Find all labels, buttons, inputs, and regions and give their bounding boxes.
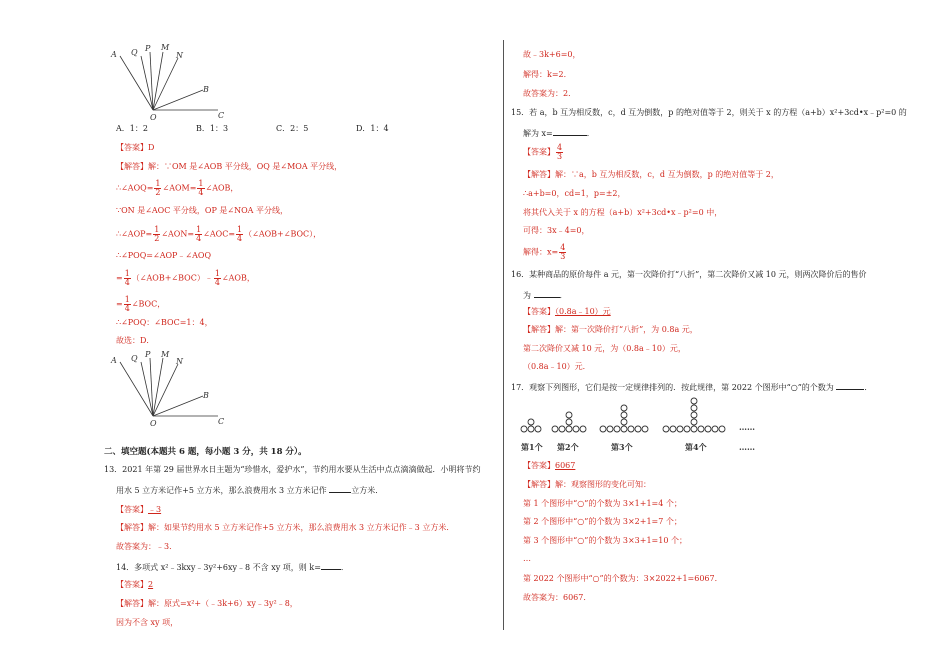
right-column: [505, 0, 950, 672]
fig1-label-p: P: [145, 44, 151, 53]
q17-exp-4: 第 3 个图形中“○”的个数为 3×3+1=10 个；: [523, 536, 687, 545]
q13-line1: 13．2021 年第 29 届世界水日主题为“珍惜水，爱护水”，节约用水要从生活中点点滴滴做起．小明将节约: [104, 465, 481, 474]
fig1-label-b: B: [203, 85, 209, 94]
q16-text: 为: [523, 291, 531, 300]
frac-den: 2: [154, 234, 160, 243]
frac-num: 1: [198, 179, 204, 188]
answer-label: 【答案】: [523, 147, 555, 157]
q17-answer: [523, 461, 575, 471]
exp-head: 【解答】解：: [116, 162, 164, 171]
q16-exp-3: （0.8a﹣10）元．: [523, 362, 591, 371]
pattern-label-4: 第4个: [685, 442, 707, 452]
frac-den: 4: [124, 304, 130, 313]
q16-line2: 为 ．: [523, 291, 568, 300]
q15-text: 解得：x=: [523, 247, 559, 257]
frac-den: 3: [560, 252, 566, 261]
frac-den: 4: [198, 188, 204, 197]
q15-text: 解为 x=: [523, 129, 553, 138]
frac-num: 1: [124, 295, 130, 304]
angle-figure-2: [108, 350, 233, 430]
frac-num: 1: [154, 225, 160, 234]
frac-num: 1: [155, 179, 161, 188]
fraction-one-quarter: [197, 180, 204, 197]
answer-label: 【答案】: [523, 307, 555, 316]
frac-den: 4: [237, 234, 243, 243]
q16-line1: 16．某种商品的原价每件 a 元，第一次降价打“八折”，第二次降价又减 10 元，则两次降价后的售价: [511, 270, 867, 279]
exp-q12-line7: [116, 296, 165, 313]
q16-exp-1: 【解答】解：第一次降价打“八折”，为 0.8a 元，: [523, 325, 698, 334]
q13-final: 故答案为：﹣3．: [116, 542, 178, 551]
exp-text: ∠BOC，: [131, 299, 166, 309]
answer-value: ﹣3: [148, 505, 162, 514]
frac-num: 1: [124, 269, 130, 278]
fraction-one-half: [153, 226, 160, 243]
fig1-label-o: O: [150, 113, 157, 122]
q17-exp-5: …: [523, 554, 531, 563]
pattern-ellipsis-top: ……: [739, 422, 755, 432]
q15-line1: 15．若 a，b 互为相反数，c，d 互为倒数，p 的绝对值等于 2，则关于 x 的方程（a+b）x²+3cd•x﹣p²=0 的: [511, 108, 907, 117]
q13-text: 立方米．: [351, 486, 384, 495]
fig1-label-n: N: [176, 51, 183, 60]
q13-answer: [116, 505, 161, 515]
frac-num: 1: [196, 225, 202, 234]
q15-blank: [553, 127, 587, 136]
frac-den: 2: [155, 188, 161, 197]
fig1-label-m: M: [161, 43, 170, 52]
exp-q12-line6: [116, 270, 255, 287]
fig2-label-c: C: [218, 417, 225, 426]
exp-text: ∠AON=: [161, 229, 195, 239]
exp-q12-line5: ∴∠POQ=∠AOP﹣∠AOQ: [116, 251, 212, 260]
exp-q12-line1: [116, 162, 342, 172]
q15-exp-5: [523, 244, 567, 261]
choice-a: A．1：2: [116, 124, 148, 133]
frac-den: 4: [124, 278, 130, 287]
fraction-one-quarter: [214, 270, 221, 287]
answer-value: 6067: [555, 461, 576, 470]
exp-text: ∴∠AOP=: [116, 229, 153, 239]
fig1-label-c: C: [218, 111, 225, 120]
q15-exp-3: 将其代入关于 x 的方程（a+b）x²+3cd•x﹣p²=0 中，: [523, 208, 723, 217]
exp-q12-line9: 故选：D．: [116, 336, 155, 345]
q17-exp-1: 【解答】解：观察图形的变化可知：: [523, 480, 651, 489]
fig2-label-q: Q: [131, 354, 138, 363]
fraction-four-thirds: [559, 244, 566, 261]
q14-explanation: 【解答】解：原式=x²+（﹣3k+6）xy﹣3y²﹣8，: [116, 599, 298, 608]
pattern-label-2: 第2个: [557, 442, 579, 452]
pattern-figure: [519, 394, 779, 456]
angle-figure-1: [108, 42, 233, 122]
fig2-label-o: O: [150, 419, 157, 428]
exp-text: （∠AOB+∠BOC），: [244, 229, 322, 239]
q17-exp-3: 第 2 个图形中“○”的个数为 3×2+1=7 个；: [523, 517, 682, 526]
answer-label: 【答案】: [116, 580, 148, 589]
q14-text: ．: [340, 563, 349, 572]
pattern-label-1: 第1个: [521, 442, 543, 452]
answer-q12: 【答案】D: [116, 143, 155, 152]
exp-text: ∵OM 是∠AOB 平分线，OQ 是∠MOA 平分线，: [164, 162, 343, 171]
frac-den: 4: [214, 278, 220, 287]
frac-den: 4: [196, 234, 202, 243]
fig2-label-m: M: [161, 350, 170, 359]
fig2-label-b: B: [203, 391, 209, 400]
answer-label: 【答案】: [523, 461, 555, 470]
q13-blank: [329, 484, 351, 493]
exp-text: ∴∠AOQ=: [116, 183, 154, 193]
frac-num: 1: [237, 225, 243, 234]
fig1-label-q: Q: [131, 48, 138, 57]
q14-line2: 因为不含 xy 项，: [116, 618, 179, 627]
fig2-label-p: P: [145, 350, 151, 359]
exp-text: ∠AOB，: [205, 183, 239, 193]
q15-exp-1: 【解答】解：∵a，b 互为相反数，c，d 互为倒数，p 的绝对值等于 2，: [523, 170, 779, 179]
q17-exp-2: 第 1 个图形中“○”的个数为 3×1+1=4 个；: [523, 499, 682, 508]
exp-text: （∠AOB+∠BOC）﹣: [131, 273, 213, 283]
q14-cont-3: 故答案为：2．: [523, 89, 577, 98]
fraction-one-quarter: [236, 226, 243, 243]
fraction-one-quarter: [124, 270, 131, 287]
choice-b: B．1：3: [196, 124, 229, 133]
pattern-ellipsis-bottom: ……: [739, 442, 755, 452]
exp-text: =: [116, 273, 123, 283]
q13-line2: [116, 484, 383, 496]
q14-cont-1: 故﹣3k+6=0，: [523, 50, 581, 59]
q14-line1: [116, 561, 349, 573]
choice-d: D．1：4: [356, 124, 389, 133]
section-title: 二、填空题(本题共 6 题，每小题 3 分，共 18 分）。: [104, 447, 307, 457]
q13-text: 用水 5 立方米记作+5 立方米，那么浪费用水 3 立方米记作: [116, 486, 327, 495]
exp-q12-line8: ∴∠POQ：∠BOC=1：4，: [116, 318, 213, 327]
q14-text: 14．多项式 x²﹣3kxy﹣3y²+6xy﹣8 不含 xy 项，则 k=: [116, 563, 321, 572]
exp-text: =: [116, 299, 123, 309]
fig2-label-a: A: [111, 356, 117, 365]
q17-exp-6: 第 2022 个图形中“○”的个数为：3×2022+1=6067．: [523, 574, 723, 583]
answer-value: （0.8a﹣10）元: [555, 307, 611, 316]
exp-q12-line2: [116, 180, 238, 197]
exp-text: ∠AOB，: [221, 273, 255, 283]
q14-answer: [116, 580, 153, 590]
q17-exp-7: 故答案为：6067．: [523, 593, 592, 602]
q15-line2: 解为 x= ．: [523, 129, 595, 138]
q16-answer: [523, 307, 611, 317]
fraction-one-quarter: [195, 226, 202, 243]
q15-exp-2: ∴a+b=0，cd=1，p=±2，: [523, 189, 626, 198]
exp-q12-line3: ∵ON 是∠AOC 平分线，OP 是∠NOA 平分线，: [116, 206, 288, 215]
q17-text: 17．观察下列图形，它们是按一定规律排列的．按此规律，第 2022 个图形中“○”的个数为: [511, 383, 834, 392]
q17-line1: 17．观察下列图形，它们是按一定规律排列的．按此规律，第 2022 个图形中“○”的个数为 ．: [511, 383, 873, 392]
exp-q12-line4: [116, 226, 321, 243]
fraction-one-half: [154, 180, 161, 197]
pattern-label-3: 第3个: [611, 442, 633, 452]
q14-cont-2: 解得：k=2．: [523, 70, 572, 79]
fig2-label-n: N: [176, 357, 183, 366]
q16-exp-2: 第二次降价又减 10 元，为（0.8a﹣10）元，: [523, 344, 686, 353]
q13-explanation: 【解答】解：如果节约用水 5 立方米记作+5 立方米，那么浪费用水 3 立方米记作﹣3 立方米．: [116, 523, 455, 532]
fig1-label-a: A: [111, 50, 117, 59]
answer-label: 【答案】: [116, 505, 148, 514]
fraction-one-quarter: [124, 296, 131, 313]
exp-text: ∠AOM=: [162, 183, 197, 193]
exp-text: ∠AOC=: [203, 229, 236, 239]
q16-blank: [534, 289, 560, 298]
frac-den: 3: [557, 152, 563, 161]
frac-num: 4: [557, 143, 563, 152]
q15-answer: [523, 144, 564, 161]
q14-blank: [321, 561, 341, 570]
answer-value: 2: [148, 580, 154, 589]
fraction-four-thirds: [556, 144, 563, 161]
q17-blank: [836, 381, 864, 390]
frac-num: 1: [214, 269, 220, 278]
q15-exp-4: 可得：3x﹣4=0，: [523, 226, 590, 235]
frac-num: 4: [560, 243, 566, 252]
choice-c: C．2：5: [276, 124, 309, 133]
